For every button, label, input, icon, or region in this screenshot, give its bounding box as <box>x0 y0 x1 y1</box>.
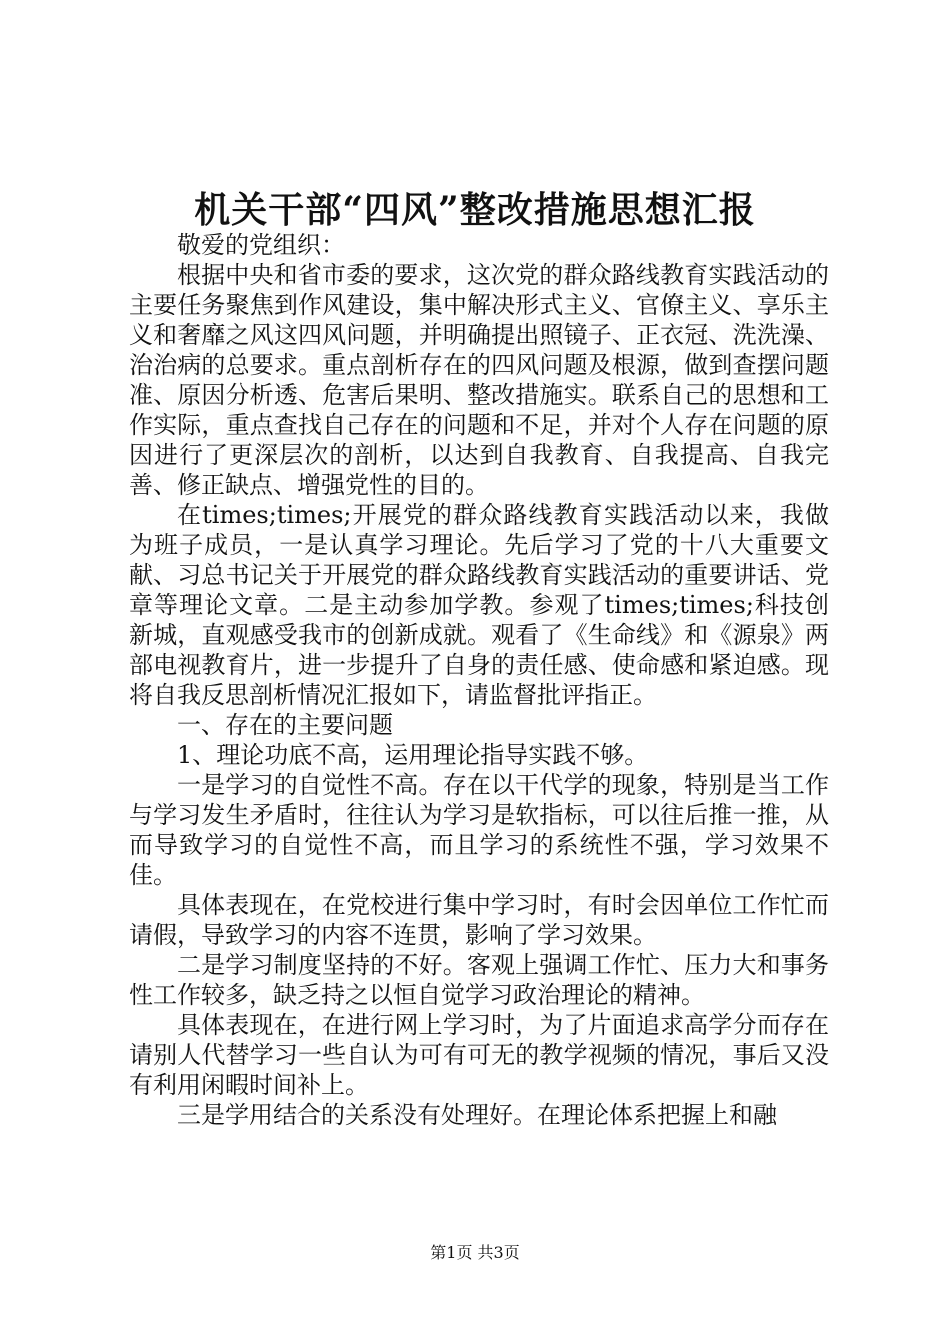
page-footer <box>0 1243 950 1263</box>
page-total: 共3页 <box>477 1243 520 1262</box>
document-title: 机关干部“四风”整改措施思想汇报 <box>194 189 756 231</box>
paragraph: 二是学习制度坚持的不好。客观上强调工作忙、压力大和事务性工作较多，缺乏持之以恒自觉学习政治理论的精神。 <box>129 951 829 1009</box>
section-heading: 一、存在的主要问题 <box>177 711 393 739</box>
subsection-heading: 1、理论功底不高，运用理论指导实践不够。 <box>177 741 649 769</box>
paragraph: 具体表现在，在党校进行集中学习时，有时会因单位工作忙而请假，导致学习的内容不连贯，影响了学习效果。 <box>129 891 829 949</box>
paragraph: 一是学习的自觉性不高。存在以干代学的现象，特别是当工作与学习发生矛盾时，往往认为学习是软指标，可以往后推一推，从而导致学习的自觉性不高，而且学习的系统性不强，学习效果不佳。 <box>129 771 829 889</box>
paragraph: 三是学用结合的关系没有处理好。在理论体系把握上和融 <box>177 1101 777 1129</box>
page-number: 第1页 <box>430 1243 473 1262</box>
paragraph: 在times;times;开展党的群众路线教育实践活动以来，我做为班子成员，一是认真学习理论。先后学习了党的十八大重要文献、习总书记关于开展党的群众路线教育实践活动的重要讲话、党章等理论文章。二是主动参加学教。参观了times;times;科技创新城，直观感受我市的创新成就。观看了《生命线》和《源泉》两部电视教育片，进一步提升了自身的责任感、使命感和紧迫感。现将自我反思剖析情况汇报如下，请监督批评指正。 <box>129 501 829 709</box>
paragraph: 具体表现在，在进行网上学习时，为了片面追求高学分而存在请别人代替学习一些自认为可有可无的教学视频的情况，事后又没有利用闲暇时间补上。 <box>129 1011 829 1099</box>
salutation: 敬爱的党组织： <box>177 231 345 259</box>
paragraph: 根据中央和省市委的要求，这次党的群众路线教育实践活动的主要任务聚焦到作风建设，集中解决形式主义、官僚主义、享乐主义和奢靡之风这四风问题，并明确提出照镜子、正衣冠、洗洗澡、治治病的总要求。重点剖析存在的四风问题及根源，做到查摆问题准、原因分析透、危害后果明、整改措施实。联系自己的思想和工作实际，重点查找自己存在的问题和不足，并对个人存在问题的原因进行了更深层次的剖析，以达到自我教育、自我提高、自我完善、修正缺点、增强党性的目的。 <box>129 261 829 499</box>
document-body <box>129 230 829 1130</box>
